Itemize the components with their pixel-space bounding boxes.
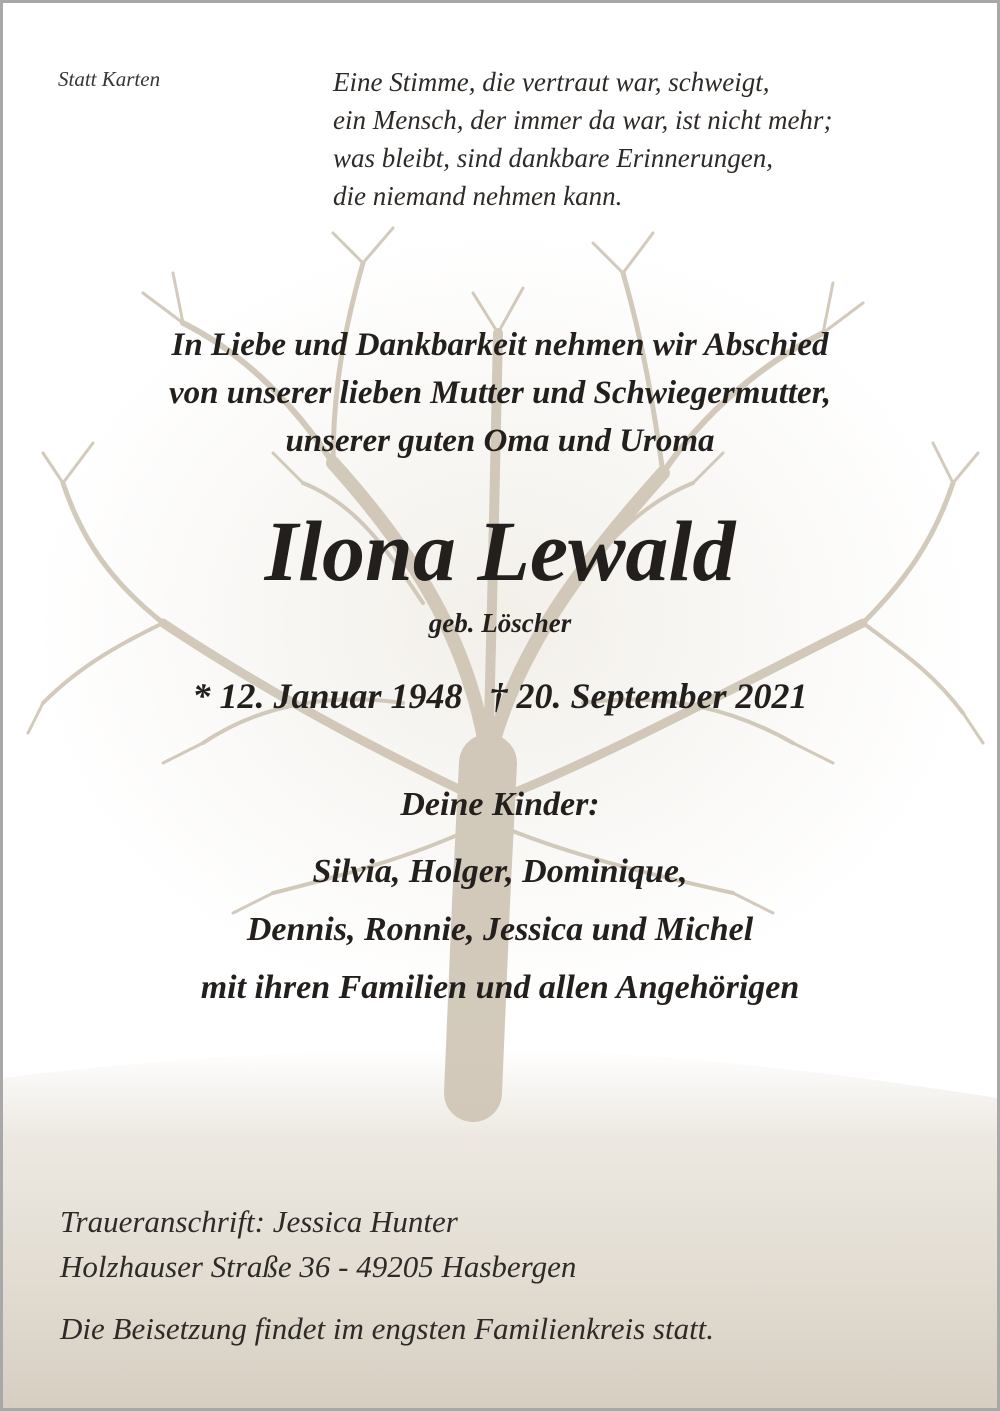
children-line: Dennis, Ronnie, Jessica und Michel <box>246 911 754 948</box>
address-line: Traueranschrift: Jessica Hunter <box>60 1204 458 1239</box>
intro-line: von unserer lieben Mutter und Schwiegermutter, <box>169 375 831 411</box>
poem-line: ein Mensch, der immer da war, ist nicht mehr; <box>333 105 833 135</box>
children-heading: Deine Kinder: <box>400 786 600 823</box>
poem-line: die niemand nehmen kann. <box>333 181 623 211</box>
intro-line: In Liebe und Dankbarkeit nehmen wir Abschied <box>171 327 829 363</box>
deceased-name: Ilona Lewald <box>264 503 736 599</box>
poem <box>333 63 973 215</box>
children-line: Silvia, Holger, Dominique, <box>312 853 688 890</box>
mourning-address <box>60 1199 576 1289</box>
address-line: Holzhauser Straße 36 - 49205 Hasbergen <box>60 1249 577 1284</box>
maiden-name: geb. Löscher <box>428 608 572 638</box>
children-list <box>3 843 997 1017</box>
farewell-intro <box>3 321 997 465</box>
poem-line: Eine Stimme, die vertraut war, schweigt, <box>333 67 770 97</box>
header-note: Statt Karten <box>58 67 161 91</box>
intro-line: unserer guten Oma und Uroma <box>285 423 715 459</box>
life-dates: * 12. Januar 1948 † 20. September 2021 <box>192 676 808 716</box>
burial-note: Die Beisetzung findet im engsten Familienkreis statt. <box>60 1311 715 1346</box>
poem-line: was bleibt, sind dankbare Erinnerungen, <box>333 143 773 173</box>
children-line: mit ihren Familien und allen Angehörigen <box>200 969 800 1006</box>
